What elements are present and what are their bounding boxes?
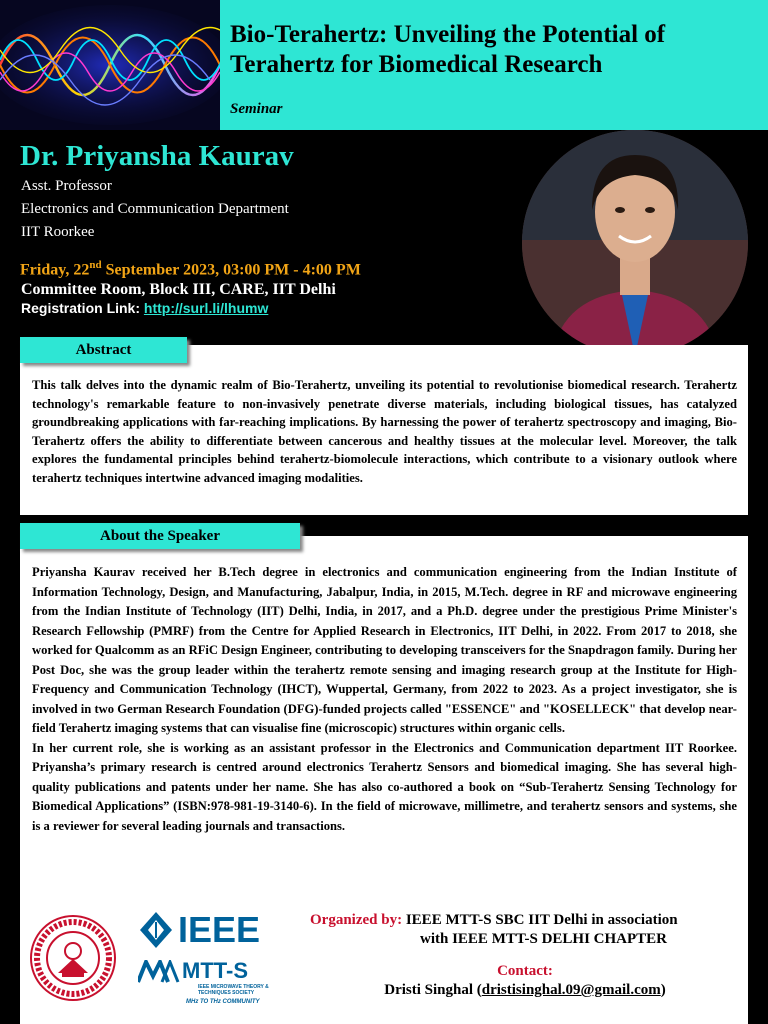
seminar-title: Bio-Terahertz: Unveiling the Potential of Terahertz for Biomedical Research bbox=[230, 21, 666, 78]
organized-line-2: with IEEE MTT-S DELHI CHAPTER bbox=[420, 931, 668, 947]
about-speaker-text bbox=[32, 563, 737, 836]
mtts-society-text: IEEE MICROWAVE THEORY & TECHNIQUES SOCIETY bbox=[198, 984, 269, 996]
mtts-tagline: MHz TO THz COMMUNITY bbox=[186, 999, 260, 1005]
speaker-photo bbox=[522, 130, 748, 356]
organizer-info bbox=[310, 911, 678, 949]
iit-delhi-logo bbox=[30, 915, 116, 1001]
organized-line-1: IEEE MTT-S SBC IIT Delhi in association bbox=[402, 912, 678, 928]
bio-paragraph-1: Priyansha Kaurav received her B.Tech degree in electronics and communication engineering from the Indian Institute of Information Technology, Design, and Manufacturing, Jabalpur, India, in 2015, M.Tech. degree in RF and microwave engineering from the Indian Institute of Technology (IIT) Delhi, India, in 2017, and a Ph.D. degree under the prestigious Prime Minister's Research Fellowship (PMRF) from the Centre for Applied Research in Electronics, IIT Delhi, in 2022. From 2017 to 2018, she worked for Qualcomm as an RFiC Design Engineer, contributing to developing transceivers for the Snapdragon family. During her Post Doc, she was the group leader within the terahertz remote sensing and imaging research group at the Institute for High-Frequency and Communication Technology (IHCT), Wuppertal, Germany, from 2022 to 2023. As a project investigator, she is involved in two German Research Foundation (DFG)-funded projects called "ESSENCE" and "KOSELLECK" that develop near-field Terahertz imaging systems that can visualise fine (microscopic) structures within organic cells. bbox=[32, 565, 737, 735]
registration-label: Registration Link: bbox=[21, 300, 144, 316]
about-speaker-heading: About the Speaker bbox=[20, 523, 300, 549]
speaker-department: Electronics and Communication Department bbox=[21, 201, 289, 217]
mtts-logo bbox=[138, 958, 278, 1008]
registration-line bbox=[21, 300, 268, 316]
speaker-name: Dr. Priyansha Kaurav bbox=[20, 140, 294, 172]
mtts-logo-text: MTT-S bbox=[182, 958, 248, 983]
bio-paragraph-2: In her current role, she is working as an assistant professor in the Electronics and Communication department IIT Roorkee. Priyansha’s primary research is centred around electronics Terahertz Sensors and biomedical imaging. She has several high-quality publications and patents under her name. She has also co-authored a book on “Sub-Terahertz Sensing Technology for Biomedical Applications” (ISBN:978-981-19-3140-6). In the field of microwave, millimetre, and terahertz sensors and systems, she is a reviewer for several leading journals and transactions. bbox=[32, 740, 737, 833]
speaker-institute: IIT Roorkee bbox=[21, 224, 95, 240]
banner-wave-image bbox=[0, 0, 220, 130]
event-venue: Committee Room, Block III, CARE, IIT Delhi bbox=[21, 281, 336, 298]
abstract-heading: Abstract bbox=[20, 337, 187, 363]
contact-label: Contact: bbox=[497, 963, 553, 979]
title-banner bbox=[220, 0, 768, 130]
event-datetime: Friday, 22nd September 2023, 03:00 PM - 4:00 PM bbox=[20, 259, 361, 279]
ieee-logo bbox=[138, 910, 268, 950]
speaker-position: Asst. Professor bbox=[21, 178, 112, 194]
abstract-text: This talk delves into the dynamic realm of Bio-Terahertz, unveiling its potential to revolutionise biomedical research. Terahertz technology's remarkable feature to non-invasively penetrate diverse materials, including biological tissues, has catalyzed groundbreaking applications with far-reaching implications. By harnessing the power of terahertz spectroscopy and imaging, Bio-Terahertz offers the ability to differentiate between cancerous and healthy tissues at the molecular level. Moreover, the talk explores the fundamental principles behind terahertz-biomolecule interactions, which contribute to a visionary outlook where terahertz techniques intertwine advanced imaging modalities. bbox=[32, 378, 737, 485]
event-type-label: Seminar bbox=[230, 101, 283, 117]
contact-name: Dristi Singhal ( bbox=[384, 982, 482, 998]
contact-info: Contact: Dristi Singhal (dristisinghal.09@gmail.com) bbox=[300, 962, 750, 1000]
ieee-logo-text: IEEE bbox=[178, 909, 261, 950]
registration-link[interactable]: http://surl.li/lhumw bbox=[143, 300, 269, 316]
organized-label: Organized by: bbox=[310, 912, 403, 928]
contact-email-link[interactable]: dristisinghal.09@gmail.com bbox=[481, 982, 661, 998]
